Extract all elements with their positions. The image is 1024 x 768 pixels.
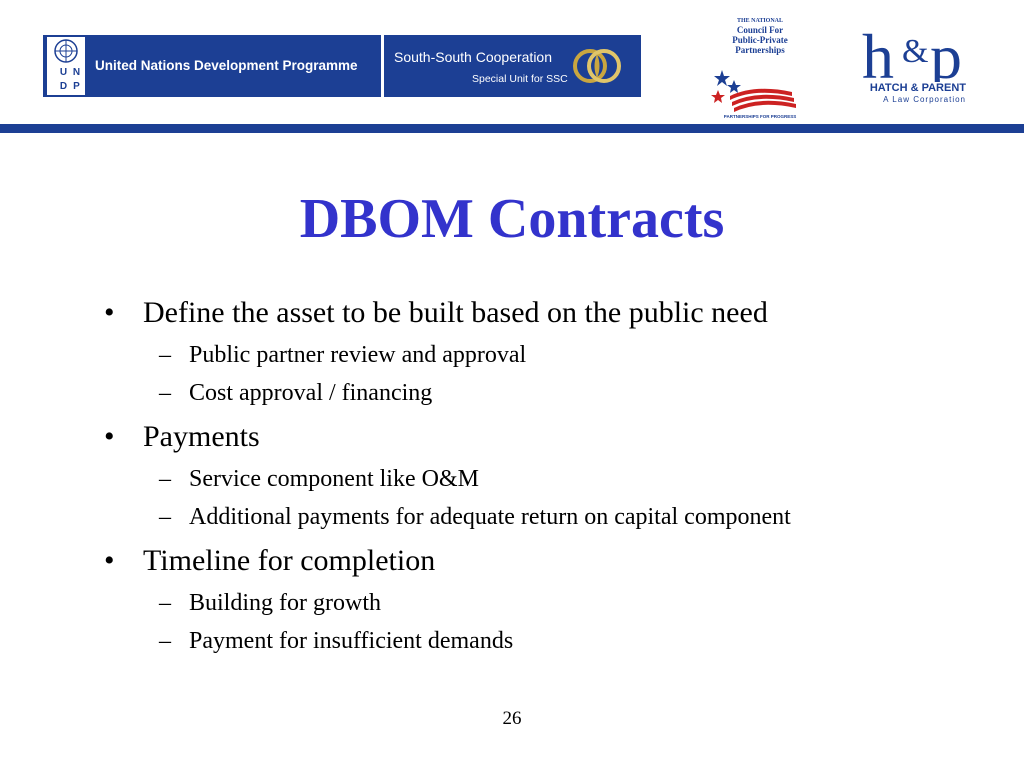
- dash-marker: –: [159, 590, 171, 616]
- undp-letter: N: [72, 67, 81, 78]
- undp-name: United Nations Development Programme: [95, 58, 358, 73]
- sub-bullet-item: [104, 626, 984, 656]
- sub-bullet-text: Additional payments for adequate return on capital component: [189, 504, 791, 530]
- sub-bullet-text: Building for growth: [189, 590, 381, 616]
- bullet-text: Define the asset to be built based on the public need: [143, 296, 768, 329]
- dash-marker: –: [159, 380, 171, 406]
- flag-stars-icon: [710, 66, 800, 114]
- ssc-subtitle: Special Unit for SSC: [472, 73, 568, 85]
- hatch-parent-logo: [862, 24, 977, 108]
- ncppp-logo: [710, 12, 800, 120]
- bullet-list: [104, 294, 984, 656]
- sub-bullet-text: Payment for insufficient demands: [189, 628, 514, 654]
- dash-marker: –: [159, 466, 171, 492]
- bullet-text: Payments: [143, 420, 260, 453]
- hp-monogram-icon: [862, 24, 977, 82]
- sub-bullet-item: [104, 378, 984, 408]
- ssc-logo-banner: [384, 35, 641, 97]
- bullet-marker: •: [104, 296, 115, 329]
- sub-bullet-item: [104, 588, 984, 618]
- hp-firm-subtitle: A Law Corporation: [883, 95, 966, 104]
- dash-marker: –: [159, 504, 171, 530]
- bullet-marker: •: [104, 420, 115, 453]
- hp-firm-name: HATCH & PARENT: [869, 82, 966, 94]
- sub-bullet-text: Service component like O&M: [189, 466, 479, 492]
- undp-letter: D: [59, 81, 68, 92]
- sub-bullet-text: Cost approval / financing: [189, 380, 433, 406]
- bullet-marker: •: [104, 544, 115, 577]
- bullet-item: [104, 294, 984, 332]
- ncppp-wordmark: THE NATIONAL Council For Public-Private Partnerships: [732, 18, 788, 55]
- ncppp-tagline: PARTNERSHIPS FOR PROGRESS: [723, 114, 797, 119]
- bullet-item: [104, 418, 984, 456]
- svg-text:&: &: [902, 33, 929, 70]
- svg-text:p: p: [930, 24, 962, 82]
- ssc-title: South-South Cooperation: [394, 49, 552, 65]
- sub-bullet-item: [104, 502, 984, 532]
- undp-letter-grid: [58, 67, 82, 93]
- page-number: 26: [502, 708, 522, 729]
- bullet-item: [104, 542, 984, 580]
- sub-bullet-item: [104, 464, 984, 494]
- dash-marker: –: [159, 342, 171, 368]
- bullet-text: Timeline for completion: [143, 544, 436, 577]
- svg-text:h: h: [862, 24, 894, 82]
- header-divider: [0, 124, 1024, 133]
- un-emblem-icon: [47, 37, 85, 95]
- undp-letter: P: [73, 81, 80, 92]
- ssc-rings-icon: [568, 43, 624, 89]
- sub-bullet-item: [104, 340, 984, 370]
- slide-title: DBOM Contracts: [299, 188, 725, 250]
- undp-letter: U: [59, 67, 68, 78]
- dash-marker: –: [159, 628, 171, 654]
- undp-logo-banner: [43, 35, 381, 97]
- sub-bullet-text: Public partner review and approval: [189, 342, 527, 368]
